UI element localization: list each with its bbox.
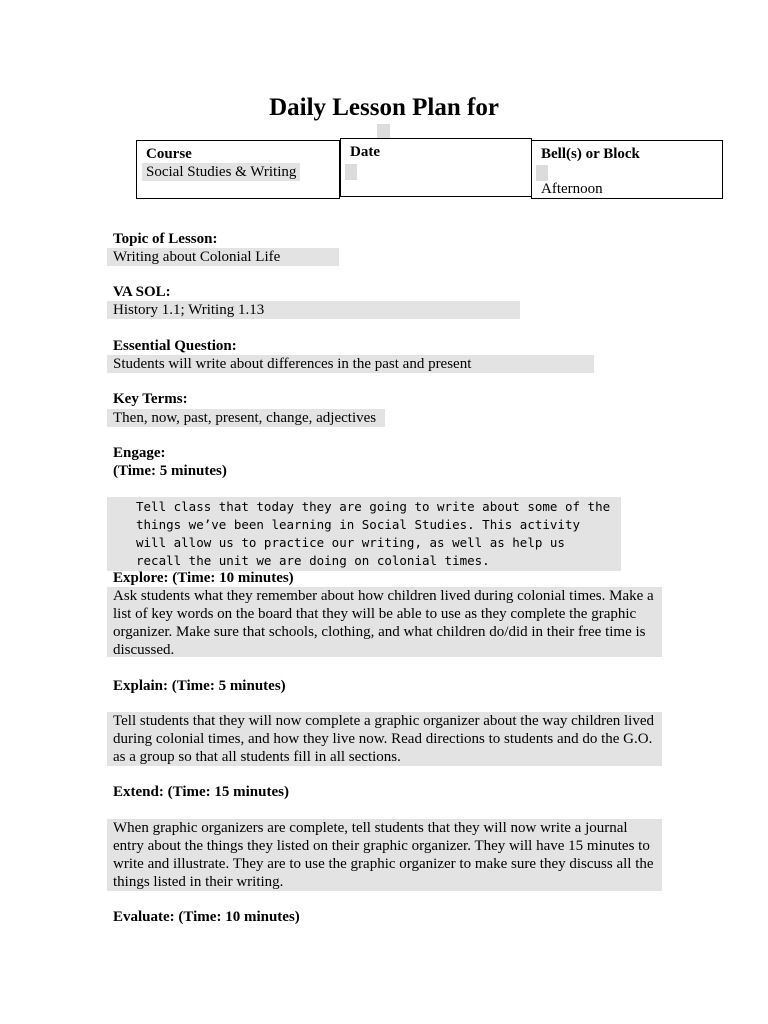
terms-label: Key Terms: <box>113 391 188 407</box>
bell-cell <box>531 140 723 199</box>
sol-label: VA SOL: <box>113 284 171 300</box>
page-title: Daily Lesson Plan for <box>269 94 499 121</box>
course-value[interactable]: Social Studies & Writing <box>142 163 300 181</box>
date-input-field[interactable] <box>345 164 357 180</box>
bell-input-field[interactable] <box>536 165 548 181</box>
date-label: Date <box>350 144 380 160</box>
extend-text-field[interactable]: When graphic organizers are complete, tell students that they will now write a journal entry about the things they listed on their graphic organizer. They will have 15 minutes to write and illustrate. They are to use the graphic organizer to make sure they discuss all the things listed in their writing. <box>107 819 662 891</box>
explore-text-field[interactable]: Ask students what they remember about how children lived during colonial times. Make a list of key words on the board that they will be able to use as they complete the graphic organizer. Make sure that schools, clothing, and what children do/did in their free time is discussed. <box>107 587 662 657</box>
topic-field[interactable]: Writing about Colonial Life <box>107 248 339 266</box>
title-input-field[interactable] <box>377 124 390 138</box>
question-field[interactable]: Students will write about differences in the past and present <box>107 355 594 373</box>
bell-label: Bell(s) or Block <box>541 146 640 162</box>
topic-label: Topic of Lesson: <box>113 231 218 247</box>
course-label: Course <box>146 146 192 162</box>
engage-label: Engage: <box>113 445 166 461</box>
explain-label: Explain: (Time: 5 minutes) <box>113 678 286 694</box>
explain-text-field[interactable]: Tell students that they will now complete a graphic organizer about the way children lived during colonial times, and how they live now. Read directions to students and do the G.O. as a group so that all students fill in all sections. <box>107 712 662 766</box>
course-cell <box>136 140 340 199</box>
bell-value: Afternoon <box>541 181 603 197</box>
evaluate-label: Evaluate: (Time: 10 minutes) <box>113 909 300 925</box>
question-label: Essential Question: <box>113 338 237 354</box>
date-cell <box>340 138 532 197</box>
terms-field[interactable]: Then, now, past, present, change, adjectives <box>107 409 385 427</box>
explore-label: Explore: (Time: 10 minutes) <box>113 570 294 586</box>
engage-text-field[interactable]: Tell class that today they are going to write about some of the things we’ve been learning in Social Studies. This activity will allow us to practice our writing, as well as help us recall the unit we are doing on colonial times. <box>107 497 621 571</box>
engage-time: (Time: 5 minutes) <box>113 463 227 479</box>
sol-field[interactable]: History 1.1; Writing 1.13 <box>107 301 520 319</box>
extend-label: Extend: (Time: 15 minutes) <box>113 784 289 800</box>
